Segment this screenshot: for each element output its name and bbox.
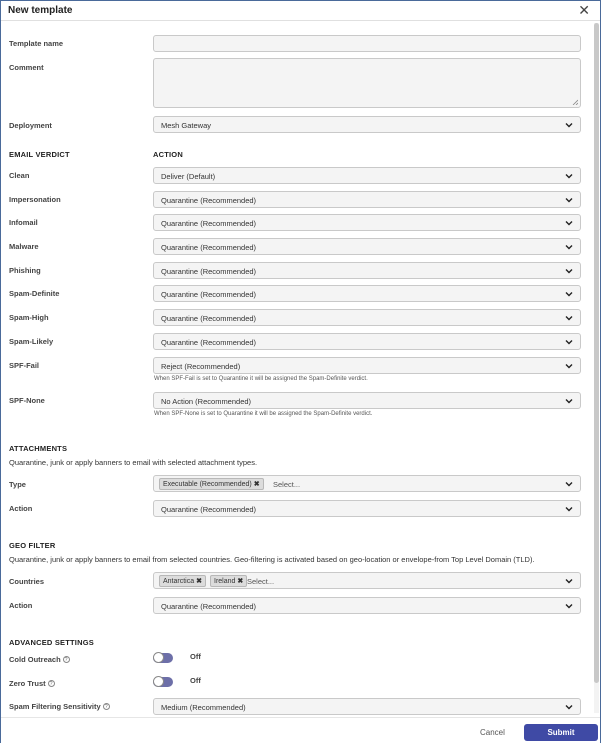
verdict-action-select-phishing[interactable] (153, 262, 581, 279)
cold-outreach-state: Off (190, 652, 201, 661)
help-icon[interactable]: ? (103, 703, 110, 710)
geo-action-label: Action (9, 601, 33, 610)
chevron-down-icon (563, 478, 575, 490)
country-chip-ireland[interactable]: Ireland ✖ (210, 575, 247, 587)
attachments-header: ATTACHMENTS (9, 444, 68, 453)
verdict-label-phishing: Phishing (9, 266, 41, 275)
cold-outreach-toggle[interactable] (153, 653, 173, 663)
help-icon[interactable]: ? (48, 680, 55, 687)
verdict-action-value: No Action (Recommended) (161, 397, 252, 406)
geo-action-value: Quarantine (Recommended) (161, 602, 257, 611)
country-chip-antarctica[interactable]: Antarctica ✖ (159, 575, 206, 587)
comment-label: Comment (9, 63, 44, 72)
template-name-label: Template name (9, 39, 64, 48)
deployment-label: Deployment (9, 121, 52, 130)
chevron-down-icon (563, 288, 575, 300)
chevron-down-icon (563, 241, 575, 253)
verdict-action-select-spf-fail[interactable] (153, 357, 581, 374)
attachment-chip-executable[interactable]: Executable (Recommended) ✖ (159, 478, 264, 490)
toggle-knob (153, 676, 164, 687)
cold-outreach-label: Cold Outreach ? (9, 655, 70, 664)
geo-filter-description: Quarantine, junk or apply banners to email from selected countries. Geo-filtering is activated based on geo-location or envelope-from Top Level Domain (TLD). (9, 555, 535, 564)
verdict-hint-spf-fail: When SPF-Fail is set to Quarantine it will be assigned the Spam-Definite verdict. (154, 376, 368, 382)
chevron-down-icon (563, 575, 575, 587)
chip-remove-icon[interactable]: ✖ (196, 578, 202, 585)
spam-sensitivity-value: Medium (Recommended) (161, 703, 246, 712)
chevron-down-icon (563, 170, 575, 182)
attachment-action-value: Quarantine (Recommended) (161, 505, 257, 514)
action-header: ACTION (153, 150, 183, 159)
verdict-action-select-infomail[interactable] (153, 214, 581, 231)
spam-sensitivity-select[interactable] (153, 698, 581, 715)
zero-trust-state: Off (190, 676, 201, 685)
chevron-down-icon (563, 360, 575, 372)
chevron-down-icon (563, 701, 575, 713)
verdict-hint-spf-none: When SPF-None is set to Quarantine it will be assigned the Spam-Definite verdict. (154, 411, 373, 417)
countries-multiselect[interactable] (153, 572, 581, 589)
attachment-type-multiselect[interactable] (153, 475, 581, 492)
verdict-label-infomail: Infomail (9, 218, 38, 227)
countries-placeholder: Select... (247, 577, 275, 586)
chevron-down-icon (563, 336, 575, 348)
verdict-label-spam-definite: Spam-Definite (9, 289, 60, 298)
attachment-action-select[interactable] (153, 500, 581, 517)
submit-button[interactable]: Submit (524, 724, 598, 741)
chip-remove-icon[interactable]: ✖ (237, 578, 244, 585)
verdict-action-select-spam-likely[interactable] (153, 333, 581, 350)
attachments-description: Quarantine, junk or apply banners to email with selected attachment types. (9, 458, 258, 467)
scrollbar[interactable] (594, 23, 599, 713)
verdict-action-value: Quarantine (Recommended) (161, 243, 257, 252)
chevron-down-icon (563, 194, 575, 206)
chevron-down-icon (563, 265, 575, 277)
verdict-label-spam-likely: Spam-Likely (9, 337, 54, 346)
verdict-action-select-spam-definite[interactable] (153, 285, 581, 302)
attachment-action-label: Action (9, 504, 33, 513)
verdict-action-select-clean[interactable] (153, 167, 581, 184)
verdict-label-clean: Clean (9, 171, 30, 180)
dialog-title: New template (8, 5, 73, 16)
verdict-action-select-impersonation[interactable] (153, 191, 581, 208)
close-icon[interactable]: ✕ (578, 2, 590, 18)
chevron-down-icon (563, 217, 575, 229)
advanced-settings-header: ADVANCED SETTINGS (9, 638, 94, 647)
verdict-label-spam-high: Spam-High (9, 313, 49, 322)
verdict-action-value: Quarantine (Recommended) (161, 267, 257, 276)
dialog-titlebar (1, 1, 600, 21)
deployment-select[interactable] (153, 116, 581, 133)
verdict-action-select-spf-none[interactable] (153, 392, 581, 409)
email-verdict-header: EMAIL VERDICT (9, 150, 70, 159)
help-icon[interactable]: ? (63, 656, 70, 663)
verdict-label-spf-fail: SPF-Fail (9, 361, 40, 370)
attachment-type-label: Type (9, 480, 26, 489)
verdict-label-impersonation: Impersonation (9, 195, 61, 204)
toggle-knob (153, 652, 164, 663)
zero-trust-toggle[interactable] (153, 677, 173, 687)
attachment-type-placeholder: Select... (273, 480, 301, 489)
verdict-action-value: Reject (Recommended) (161, 362, 241, 371)
verdict-label-spf-none: SPF-None (9, 396, 45, 405)
chevron-down-icon (563, 503, 575, 515)
verdict-action-select-spam-high[interactable] (153, 309, 581, 326)
resize-grip-icon[interactable] (572, 99, 578, 105)
chevron-down-icon (563, 119, 575, 131)
spam-sensitivity-label: Spam Filtering Sensitivity ? (9, 702, 110, 711)
chevron-down-icon (563, 395, 575, 407)
dialog-footer (1, 717, 600, 743)
geo-action-select[interactable] (153, 597, 581, 614)
comment-textarea[interactable] (153, 58, 581, 108)
verdict-label-malware: Malware (9, 242, 39, 251)
verdict-action-value: Quarantine (Recommended) (161, 219, 257, 228)
zero-trust-label: Zero Trust ? (9, 679, 55, 688)
verdict-action-value: Quarantine (Recommended) (161, 338, 257, 347)
chip-remove-icon[interactable]: ✖ (253, 481, 260, 488)
template-name-input[interactable] (153, 35, 581, 52)
verdict-action-value: Quarantine (Recommended) (161, 290, 257, 299)
verdict-action-value: Deliver (Default) (161, 172, 216, 181)
countries-label: Countries (9, 577, 45, 586)
geo-filter-header: GEO FILTER (9, 541, 56, 550)
chevron-down-icon (563, 312, 575, 324)
deployment-value: Mesh Gateway (161, 121, 212, 130)
scrollbar-thumb[interactable] (594, 23, 599, 683)
chevron-down-icon (563, 600, 575, 612)
cancel-button[interactable]: Cancel (480, 728, 505, 737)
verdict-action-value: Quarantine (Recommended) (161, 314, 257, 323)
verdict-action-select-malware[interactable] (153, 238, 581, 255)
verdict-action-value: Quarantine (Recommended) (161, 196, 257, 205)
